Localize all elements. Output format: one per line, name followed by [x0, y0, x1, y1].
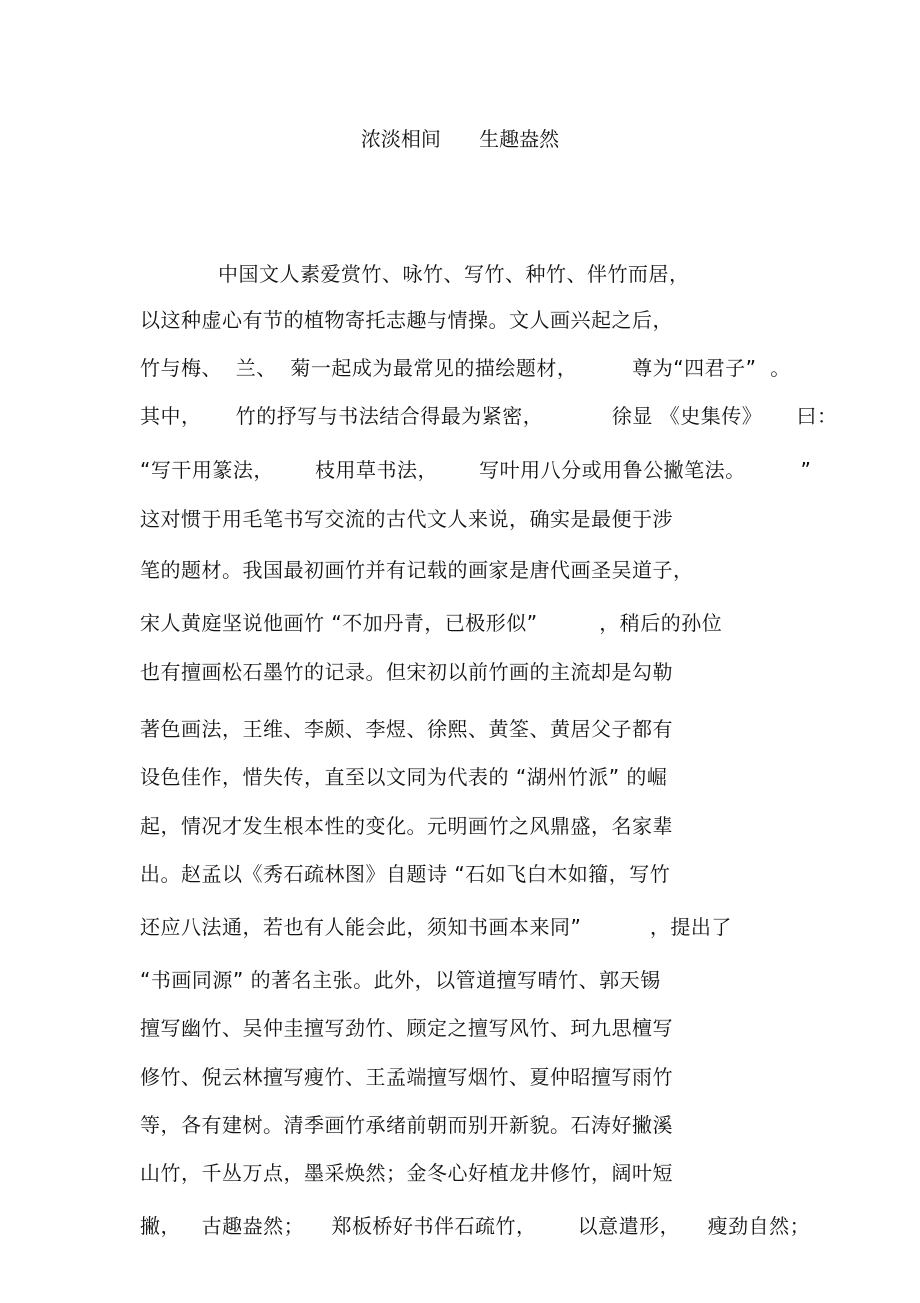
text-line: 这对惯于用毛笔书写交流的古代文人来说，确实是最便于涉	[140, 507, 673, 531]
text-line: 山竹，千丛万点，墨采焕然；金冬心好植龙井修竹，阔叶短	[140, 1161, 673, 1185]
text-line: “书画同源” 的著名主张。此外，以管道擅写晴竹、郭天锡	[140, 968, 661, 992]
text-line: 擅写幽竹、吴仲圭擅写劲竹、顾定之擅写风竹、珂九思檀写	[140, 1016, 673, 1040]
text-line: 竹与梅、 兰、 菊一起成为最常见的描绘题材， 尊为“四君子” 。	[140, 356, 791, 380]
text-line: 还应八法通，若也有人能会此，须知书画本来同” ，提出了	[140, 915, 732, 939]
text-line: 起，情况才发生根本性的变化。元明画竹之风鼎盛，名家辈	[140, 814, 673, 838]
text-line: 中国文人素爱赏竹、咏竹、写竹、种竹、伴竹而居，	[218, 262, 690, 286]
text-line: 著色画法，王维、李颇、李煜、徐熙、黄筌、黄居父子都有	[140, 717, 673, 741]
text-line: 其中， 竹的抒写与书法结合得最为紧密， 徐显 《史集传》 曰：	[140, 404, 838, 428]
text-line: 撇， 古趣盎然； 郑板桥好书伴石疏竹， 以意遣形， 瘦劲自然；	[140, 1214, 811, 1238]
text-line: “写干用篆法， 枝用草书法， 写叶用八分或用鲁公撇笔法。 ”	[140, 458, 812, 482]
text-line: 宋人黄庭坚说他画竹 “不加丹青，已极形似” ，稍后的孙位	[140, 611, 723, 635]
text-line: 等，各有建树。清季画竹承绪前朝而别开新貌。石涛好撇溪	[140, 1113, 673, 1137]
text-line: 设色佳作，惜失传，直至以文同为代表的 “湖州竹派” 的崛	[140, 765, 668, 789]
text-line: 也有擅画松石墨竹的记录。但宋初以前竹画的主流却是勾勒	[140, 660, 673, 684]
text-line: 以这种虚心有节的植物寄托志趣与情操。文人画兴起之后，	[140, 308, 673, 332]
text-line: 出。赵孟以《秀石疏林图》自题诗 “石如飞白木如籀，写竹	[140, 862, 671, 886]
document-title: 浓淡相间 生趣盎然	[360, 127, 560, 151]
text-line: 修竹、倪云林擅写瘦竹、王孟端擅写烟竹、夏仲昭擅写雨竹	[140, 1065, 673, 1089]
text-line: 笔的题材。我国最初画竹并有记载的画家是唐代画圣吴道子，	[140, 558, 694, 582]
